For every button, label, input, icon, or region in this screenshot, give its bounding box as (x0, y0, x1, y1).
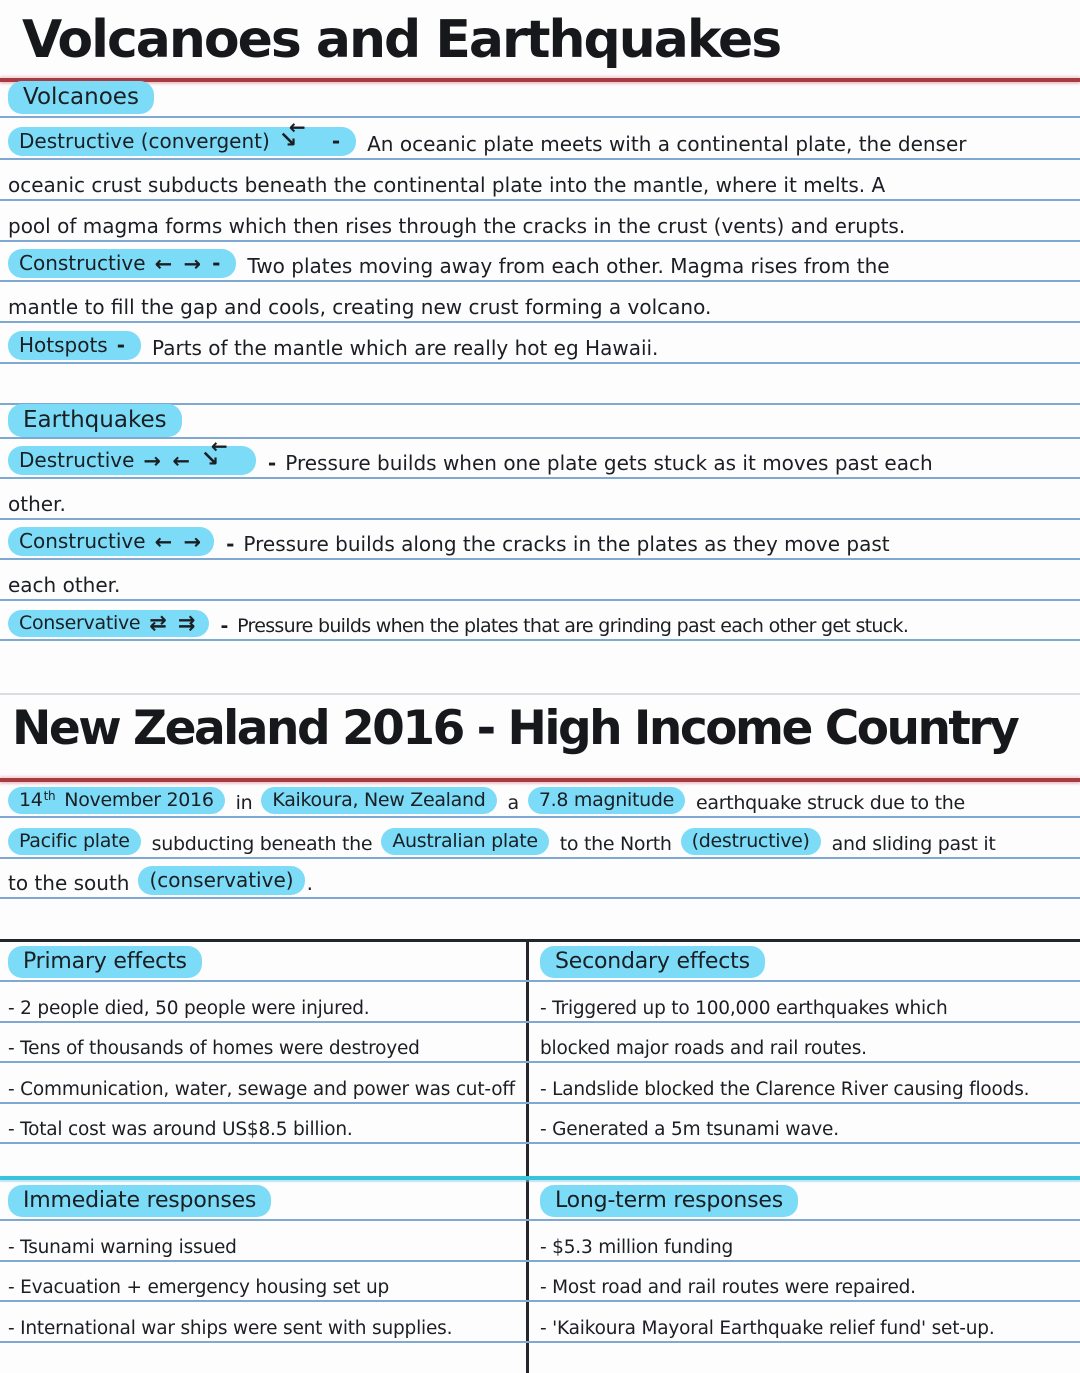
page-title-volcanoes-earthquakes: Volcanoes and Earthquakes (22, 10, 781, 70)
immediate-responses-highlight (8, 1185, 271, 1217)
dash: - (226, 532, 235, 556)
nz-intro-text: earthquake struck due to the (696, 792, 965, 814)
convergent-arrows-icon: → ← (143, 449, 192, 473)
longterm-responses-cell (519, 1185, 1080, 1217)
volcano-constructive-row-1 (0, 241, 1080, 282)
eq-destructive-label: Destructive (19, 448, 135, 472)
volcano-destructive-row-2 (0, 160, 1080, 201)
effects-row-2 (0, 1022, 1080, 1063)
arrow-left-icon: ← (210, 438, 228, 458)
eq-conservative-row (0, 600, 1080, 641)
immediate-response-item: - Evacuation + emergency housing set up (8, 1277, 390, 1298)
effects-row-1 (0, 982, 1080, 1023)
nz-date-day (19, 789, 55, 811)
eq-destructive-text-2: other. (8, 492, 66, 516)
conservative-term: (conservative) (149, 868, 294, 892)
volcano-constructive-row-2 (0, 282, 1080, 323)
pacific-plate-highlight (8, 828, 141, 855)
volcano-destructive-text-3: pool of magma forms which then rises through the cracks in the crust (vents) and erupts. (8, 214, 906, 238)
volcano-constructive-text-1: Two plates moving away from each other. Magma rises from the (247, 254, 890, 278)
immediate-response-item: - Tsunami warning issued (8, 1237, 237, 1258)
eq-destructive-label-highlight (8, 438, 256, 475)
immediate-responses-cell (0, 1185, 519, 1217)
nz-intro-text: to the North (559, 833, 672, 855)
nz-intro-text: subducting beneath the (151, 833, 373, 855)
eq-destructive-row-1 (0, 438, 1080, 479)
nz-intro-text: in (235, 792, 253, 814)
faint-ruled-row (0, 654, 1080, 695)
eq-destructive-row-2 (0, 479, 1080, 520)
nz-location-highlight (261, 787, 496, 814)
immediate-responses-heading: Immediate responses (23, 1188, 257, 1213)
primary-effects-cell (0, 946, 519, 978)
secondary-effects-heading: Secondary effects (555, 949, 750, 974)
subduction-arrows-icon (200, 438, 245, 472)
volcano-constructive-label-highlight (8, 249, 236, 278)
volcanoes-heading-highlight (8, 81, 154, 114)
dash: - (116, 333, 126, 357)
effects-row-4 (0, 1103, 1080, 1144)
australian-plate-highlight (381, 828, 548, 855)
volcanoes-heading: Volcanoes (23, 84, 139, 110)
conservative-term-highlight (138, 866, 304, 895)
dash: - (212, 251, 221, 275)
secondary-effect-item: - Generated a 5m tsunami wave. (540, 1119, 839, 1140)
hotspots-row (0, 323, 1080, 364)
responses-heading-row (0, 1180, 1080, 1221)
arrow-left-icon: ← (288, 119, 306, 139)
nz-date-number: 14 (19, 789, 43, 811)
primary-effects-heading: Primary effects (23, 949, 187, 974)
nz-date-month-year: November 2016 (64, 789, 214, 811)
pacific-plate: Pacific plate (19, 830, 130, 852)
volcano-destructive-label-highlight (8, 119, 356, 156)
dash: - (220, 615, 229, 637)
secondary-effects-cell (519, 946, 1080, 978)
effects-row-3 (0, 1063, 1080, 1104)
eq-constructive-text-1: Pressure builds along the cracks in the plates as they move past (243, 532, 890, 556)
nz-magnitude: 7.8 magnitude (538, 789, 674, 811)
immediate-response-item: - International war ships were sent with supplies. (8, 1318, 453, 1339)
eq-conservative-text: Pressure builds when the plates that are grinding past each other get stuck. (237, 615, 909, 637)
nz-intro-text: . (306, 871, 313, 895)
volcanoes-heading-row (0, 77, 1080, 118)
responses-row-3 (0, 1302, 1080, 1343)
nz-intro-text: to the south (8, 871, 130, 895)
hotspots-text: Parts of the mantle which are really hot eg Hawaii. (152, 336, 659, 360)
nz-date-ordinal: th (43, 789, 56, 803)
eq-constructive-label: Constructive (19, 529, 146, 553)
divergent-arrows-icon: ← → (154, 252, 204, 276)
volcano-constructive-label: Constructive (19, 251, 146, 275)
secondary-effect-item: - Triggered up to 100,000 earthquakes which (540, 998, 948, 1019)
divergent-arrows-icon: ← → (154, 530, 204, 554)
earthquakes-heading-line (0, 398, 1080, 439)
hotspots-label: Hotspots (19, 333, 108, 357)
primary-effect-item: - Tens of thousands of homes were destroyed (8, 1038, 420, 1059)
eq-conservative-label: Conservative (19, 612, 141, 634)
volcano-destructive-row-1 (0, 119, 1080, 160)
volcano-constructive-text-2: mantle to fill the gap and cools, creating new crust forming a volcano. (8, 295, 712, 319)
responses-row-2 (0, 1261, 1080, 1302)
nz-intro-row-1 (0, 777, 1080, 818)
secondary-effect-item: blocked major roads and rail routes. (540, 1038, 867, 1059)
eq-constructive-row-2 (0, 560, 1080, 601)
secondary-effects-highlight (540, 946, 765, 978)
effects-heading-row (0, 941, 1080, 982)
longterm-responses-heading: Long-term responses (555, 1188, 784, 1213)
page-title-new-zealand-2016: New Zealand 2016 - High Income Country (12, 701, 1018, 756)
destructive-term: (destructive) (691, 830, 810, 852)
volcano-destructive-text-2: oceanic crust subducts beneath the continental plate into the mantle, where it melts. A (8, 173, 886, 197)
primary-effects-highlight (8, 946, 202, 978)
shear-arrows-icon: ⇉ (177, 611, 198, 635)
volcano-destructive-row-3 (0, 201, 1080, 242)
nz-magnitude-highlight (528, 787, 685, 814)
transform-arrows-icon: ⇄ (149, 611, 169, 635)
primary-effect-item: - Communication, water, sewage and power was cut-off (8, 1079, 515, 1100)
nz-intro-row-3 (0, 858, 1080, 899)
nz-location: Kaikoura, New Zealand (272, 789, 486, 811)
eq-destructive-text-1: Pressure builds when one plate gets stuck as it moves past each (285, 451, 933, 475)
volcano-destructive-text-1: An oceanic plate meets with a continental plate, the denser (367, 132, 967, 156)
nz-intro-text: and sliding past it (831, 833, 996, 855)
dash: - (331, 129, 341, 153)
eq-constructive-label-highlight (8, 527, 214, 556)
eq-conservative-label-highlight (8, 610, 209, 637)
earthquakes-heading: Earthquakes (23, 407, 167, 433)
responses-row-1 (0, 1221, 1080, 1262)
longterm-response-item: - 'Kaikoura Mayoral Earthquake relief fund' set-up. (540, 1318, 995, 1339)
hotspots-label-highlight (8, 331, 141, 360)
arrow-down-right-icon: ↘ (278, 128, 298, 153)
nz-date-highlight (8, 787, 225, 814)
australian-plate: Australian plate (392, 830, 538, 852)
secondary-effect-item: - Landslide blocked the Clarence River causing floods. (540, 1079, 1030, 1100)
longterm-responses-highlight (540, 1185, 798, 1217)
arrow-down-right-icon: ↘ (200, 447, 220, 472)
eq-constructive-row-1 (0, 519, 1080, 560)
primary-effect-item: - 2 people died, 50 people were injured. (8, 998, 370, 1019)
nz-intro-text: a (507, 792, 519, 814)
destructive-term-highlight (681, 828, 821, 855)
longterm-response-item: - $5.3 million funding (540, 1237, 734, 1258)
dash: - (267, 451, 277, 475)
primary-effect-item: - Total cost was around US$8.5 billion. (8, 1119, 353, 1140)
subduction-arrows-icon (278, 119, 323, 153)
volcano-destructive-label: Destructive (convergent) (19, 129, 270, 153)
nz-intro-row-2 (0, 818, 1080, 859)
longterm-response-item: - Most road and rail routes were repaired. (540, 1277, 916, 1298)
eq-constructive-text-2: each other. (8, 573, 121, 597)
